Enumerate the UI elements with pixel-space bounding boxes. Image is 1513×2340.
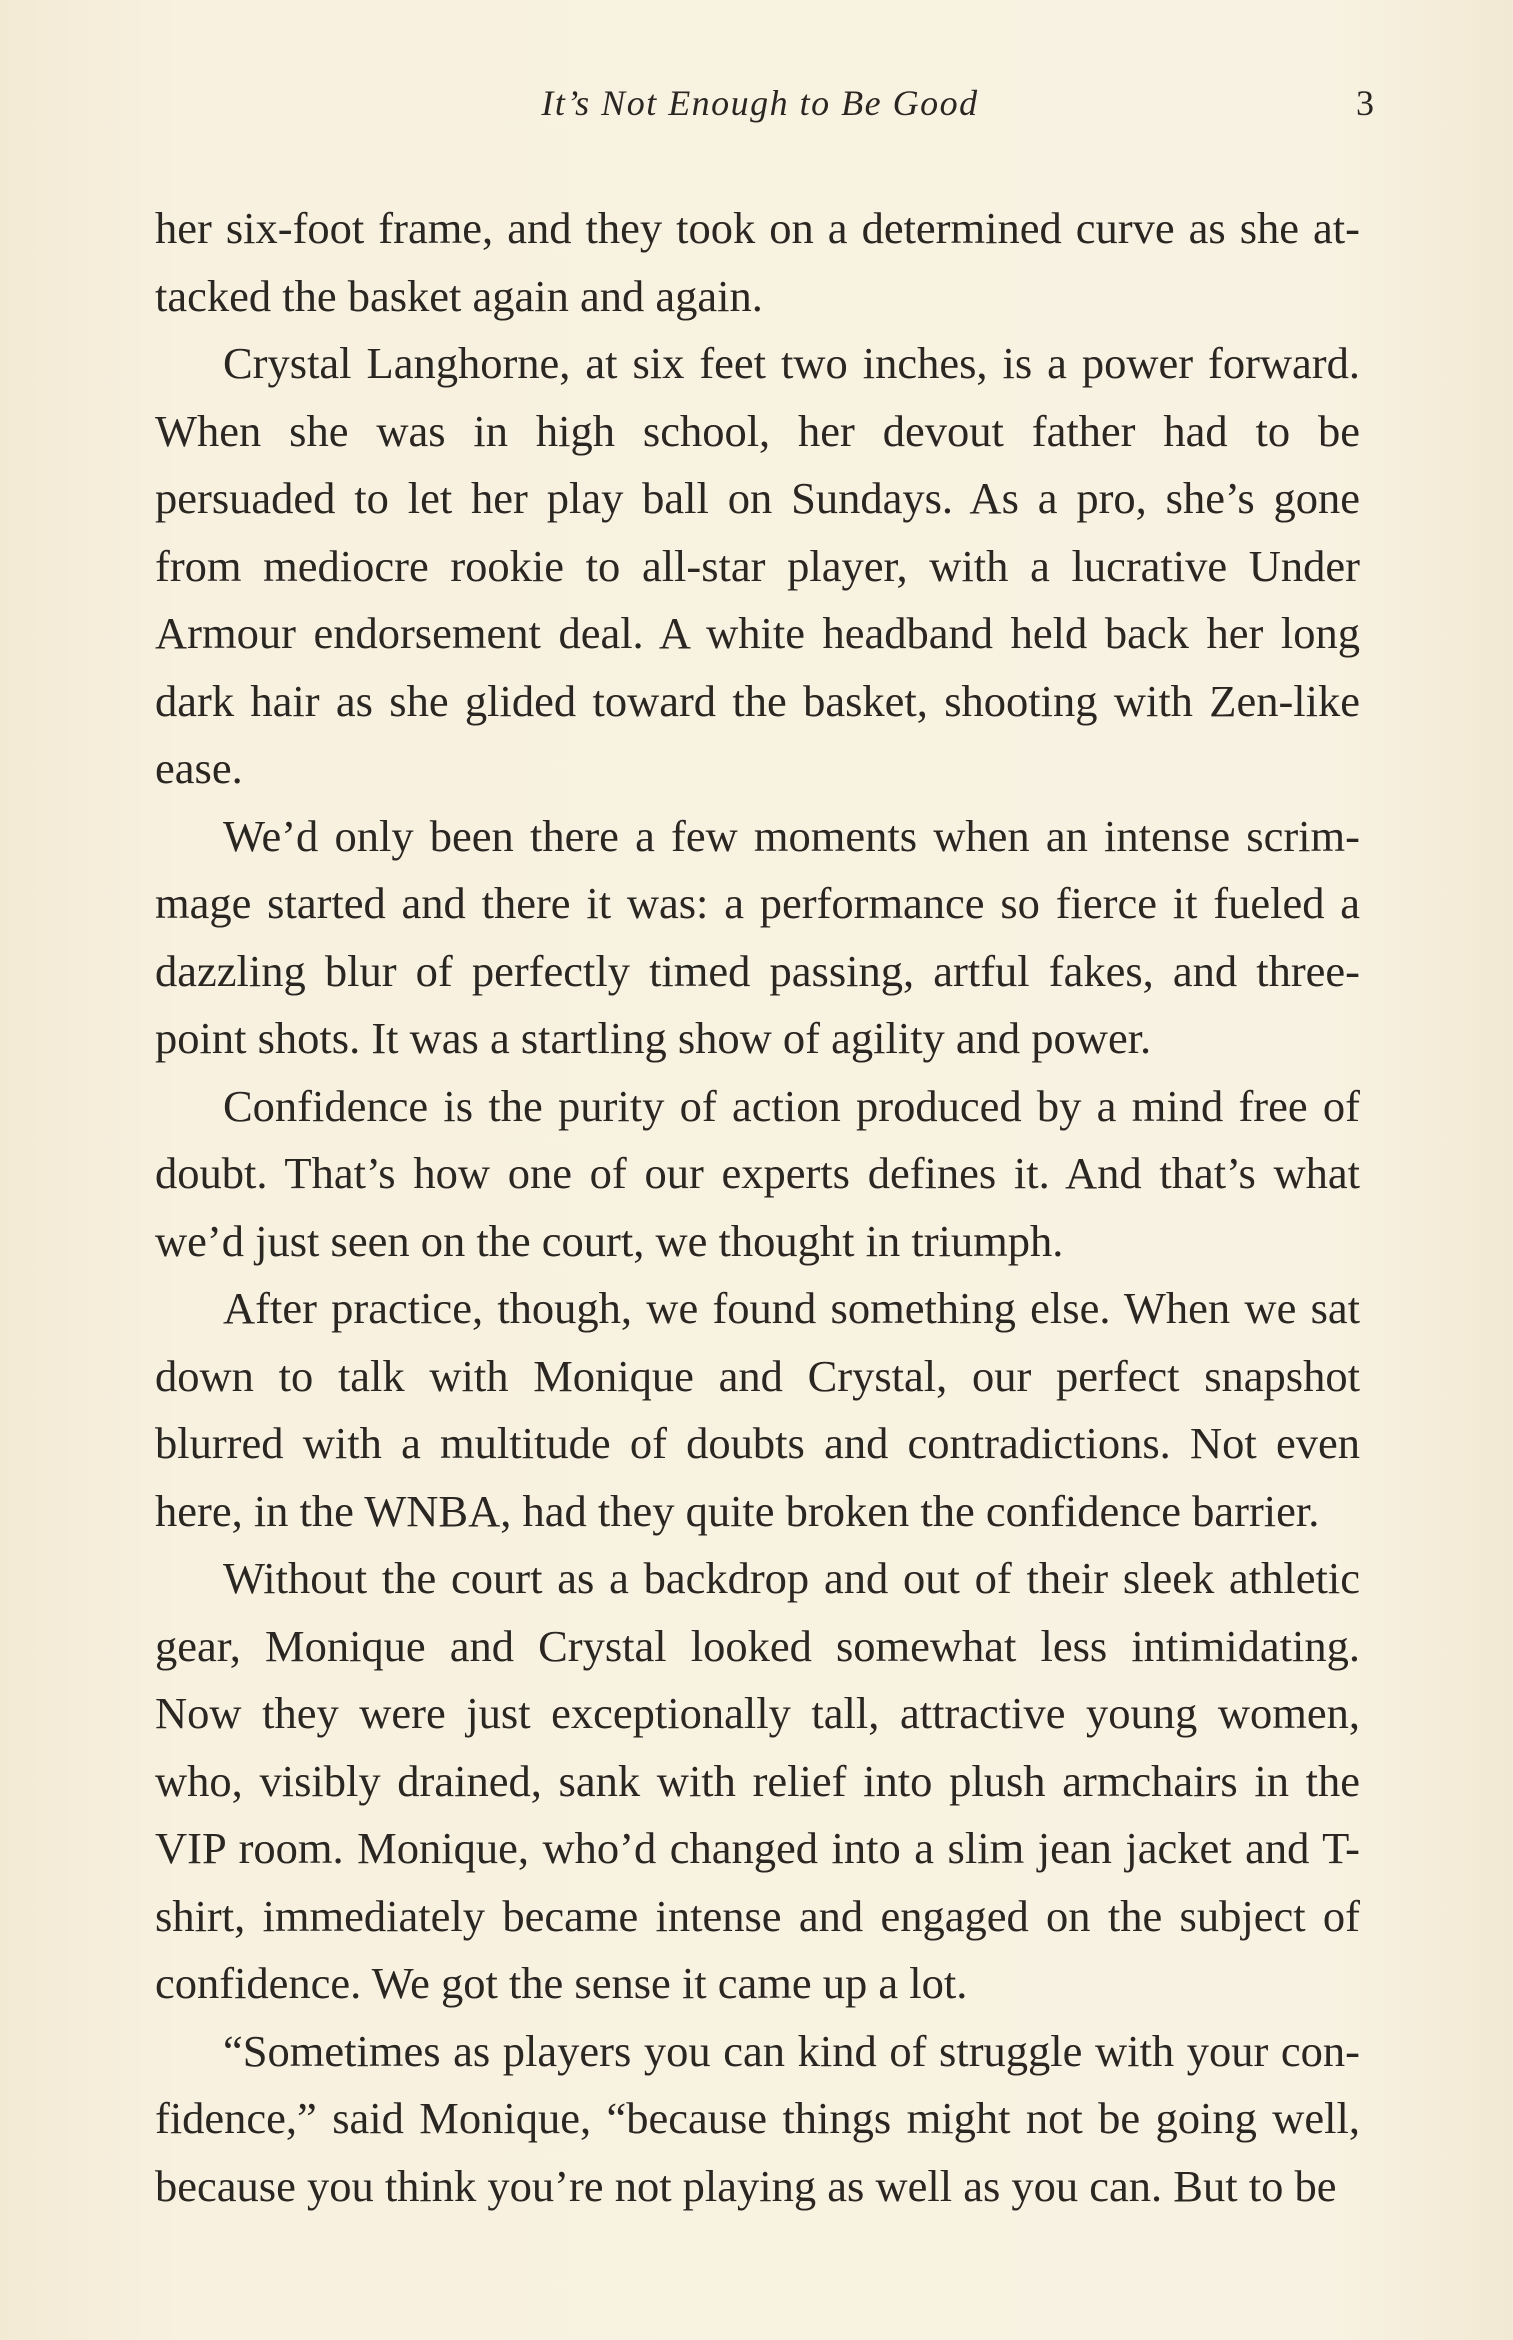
paragraph-3: We’d only been there a few moments when an intense scrimmage started and there it was: a performance so fierce it fueled a dazzling blur of perfectly timed passing, artful fakes, and three-point shots. It was a startling show of agility and power. — [155, 810, 1360, 1063]
body-text — [155, 195, 1360, 2220]
paragraph-6: Without the court as a backdrop and out of their sleek athletic gear, Monique and Crystal looked somewhat less intimidating. Now they were just exceptionally tall, attractive young women, who, visibly drained, sank with relief into plush armchairs in the VIP room. Monique, who’d changed into a slim jean jacket and T-shirt, immediately became intense and engaged on the subject of confidence. We got the sense it came up a lot. — [155, 1553, 1360, 2008]
paragraph-7: “Sometimes as players you can kind of struggle with your confidence,” said Monique, “because things might not be going well, because you think you’re not playing as well as you can. But to be — [155, 2025, 1360, 2211]
paragraph-1: her six-foot frame, and they took on a determined curve as she attacked the basket again and again. — [155, 203, 1360, 321]
paragraph-5: After practice, though, we found something else. When we sat down to talk with Monique and Crystal, our perfect snapshot blurred with a multitude of doubts and contradictions. Not even here, in the WNBA, had they quite broken the confidence barrier. — [155, 1283, 1360, 1536]
paragraph-4: Confidence is the purity of action produced by a mind free of doubt. That’s how one of our experts defines it. And that’s what we’d just seen on the court, we thought in triumph. — [155, 1080, 1360, 1266]
page-number: 3 — [1356, 83, 1374, 123]
running-title: It’s Not Enough to Be Good — [541, 83, 979, 123]
running-head — [160, 78, 1374, 138]
paragraph-2: Crystal Langhorne, at six feet two inches, is a power forward. When she was in high school, her devout father had to be persuaded to let her play ball on Sundays. As a pro, she’s gone from mediocre rookie to all-star player, with a lucrative Under Armour endorsement deal. A white headband held back her long dark hair as she glided toward the basket, shooting with Zen-like ease. — [155, 338, 1360, 793]
